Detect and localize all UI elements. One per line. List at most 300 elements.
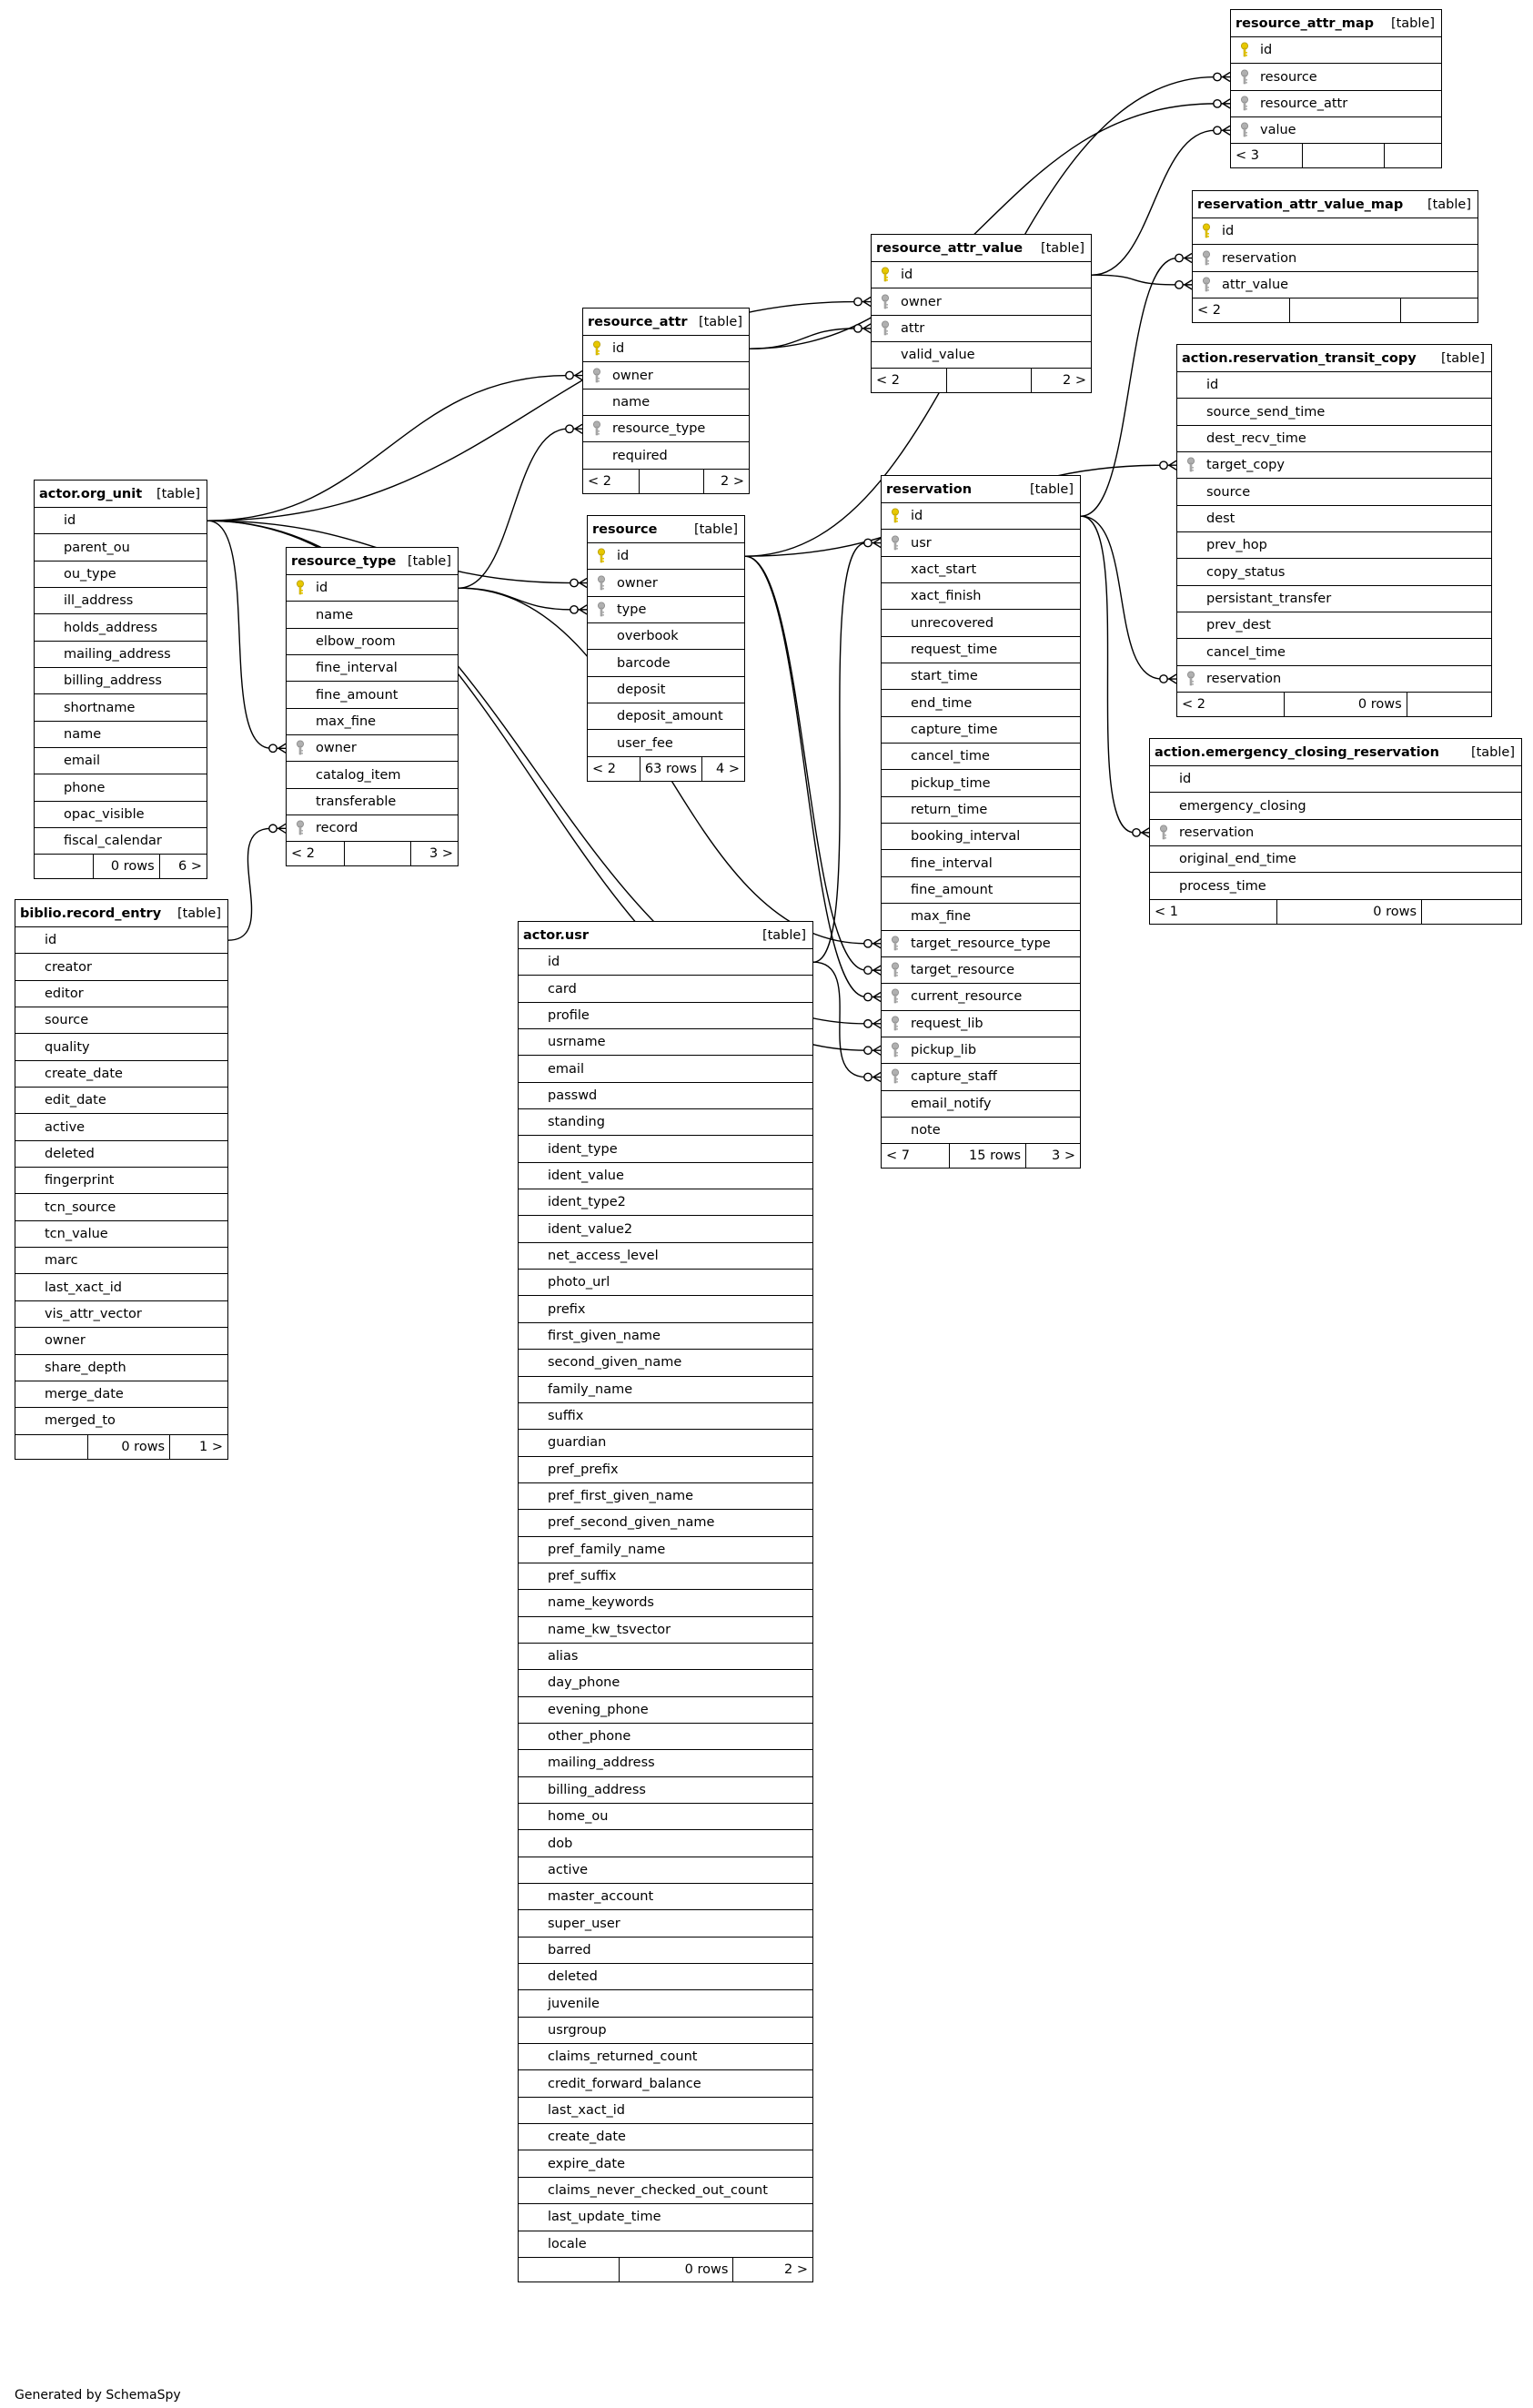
column-row[interactable] bbox=[1231, 37, 1441, 64]
column-row[interactable] bbox=[519, 1296, 812, 1322]
children-count-link[interactable]: 3 > bbox=[429, 846, 453, 862]
table-resource[interactable] bbox=[587, 515, 745, 782]
column-name[interactable]: id bbox=[1206, 378, 1219, 393]
column-row[interactable] bbox=[15, 1355, 227, 1381]
table-header[interactable] bbox=[519, 922, 812, 949]
table-header[interactable] bbox=[588, 516, 744, 543]
column-row[interactable] bbox=[1231, 117, 1441, 144]
column-row[interactable] bbox=[15, 1034, 227, 1060]
column-row[interactable] bbox=[15, 1221, 227, 1248]
column-name[interactable]: ident_value2 bbox=[548, 1221, 633, 1237]
column-name[interactable]: passwd bbox=[548, 1088, 598, 1103]
table-name[interactable]: action.reservation_transit_copy bbox=[1182, 350, 1417, 366]
column-name[interactable]: photo_url bbox=[548, 1275, 610, 1290]
column-name[interactable]: unrecovered bbox=[911, 615, 994, 631]
column-row[interactable] bbox=[882, 1037, 1080, 1064]
column-row[interactable] bbox=[519, 1724, 812, 1750]
column-row[interactable] bbox=[1177, 559, 1491, 585]
column-row[interactable] bbox=[1177, 532, 1491, 559]
column-row[interactable] bbox=[287, 682, 458, 708]
column-row[interactable] bbox=[583, 390, 749, 416]
parents-count-link[interactable]: < 2 bbox=[872, 369, 947, 392]
column-row[interactable] bbox=[519, 1003, 812, 1029]
column-name[interactable]: source bbox=[1206, 484, 1251, 500]
table-header[interactable] bbox=[882, 476, 1080, 503]
column-row[interactable] bbox=[882, 1064, 1080, 1090]
table-resource-attr-value[interactable] bbox=[871, 234, 1092, 393]
column-row[interactable] bbox=[882, 1091, 1080, 1118]
column-row[interactable] bbox=[872, 342, 1091, 369]
column-name[interactable]: catalog_item bbox=[316, 767, 401, 783]
column-name[interactable]: xact_start bbox=[911, 562, 977, 577]
column-row[interactable] bbox=[882, 717, 1080, 744]
parents-count-link[interactable]: < 2 bbox=[1193, 298, 1290, 322]
column-name[interactable]: name_keywords bbox=[548, 1595, 654, 1611]
table-name[interactable]: actor.org_unit bbox=[39, 486, 143, 501]
column-name[interactable]: attr bbox=[901, 320, 925, 336]
column-name[interactable]: evening_phone bbox=[548, 1702, 649, 1717]
column-row[interactable] bbox=[15, 1168, 227, 1194]
column-row[interactable] bbox=[1177, 586, 1491, 612]
column-row[interactable] bbox=[882, 744, 1080, 770]
column-row[interactable] bbox=[1150, 793, 1521, 819]
column-name[interactable]: profile bbox=[548, 1007, 590, 1023]
column-name[interactable]: ou_type bbox=[64, 566, 116, 582]
column-row[interactable] bbox=[519, 1510, 812, 1536]
column-name[interactable]: juvenile bbox=[548, 1996, 600, 2011]
column-name[interactable]: other_phone bbox=[548, 1729, 631, 1745]
column-row[interactable] bbox=[882, 503, 1080, 530]
column-row[interactable] bbox=[1177, 399, 1491, 425]
column-row[interactable] bbox=[519, 1563, 812, 1590]
column-row[interactable] bbox=[519, 1697, 812, 1724]
column-name[interactable]: target_resource_type bbox=[911, 936, 1051, 951]
column-name[interactable]: fine_amount bbox=[911, 882, 993, 897]
column-name[interactable]: end_time bbox=[911, 695, 973, 711]
column-row[interactable] bbox=[519, 1457, 812, 1483]
column-row[interactable] bbox=[583, 362, 749, 389]
column-row[interactable] bbox=[882, 637, 1080, 663]
column-row[interactable] bbox=[519, 1243, 812, 1270]
column-name[interactable]: pref_prefix bbox=[548, 1462, 619, 1477]
column-row[interactable] bbox=[519, 1964, 812, 1990]
column-name[interactable]: email bbox=[548, 1061, 584, 1077]
column-row[interactable] bbox=[872, 262, 1091, 288]
column-row[interactable] bbox=[35, 774, 207, 801]
column-row[interactable] bbox=[15, 1007, 227, 1034]
column-name[interactable]: last_xact_id bbox=[45, 1280, 123, 1295]
column-name[interactable]: valid_value bbox=[901, 348, 975, 363]
column-name[interactable]: family_name bbox=[548, 1381, 633, 1397]
column-row[interactable] bbox=[882, 770, 1080, 796]
column-row[interactable] bbox=[882, 583, 1080, 610]
column-row[interactable] bbox=[287, 789, 458, 815]
column-row[interactable] bbox=[583, 336, 749, 362]
table-header[interactable] bbox=[583, 309, 749, 336]
column-row[interactable] bbox=[882, 610, 1080, 636]
column-name[interactable]: record bbox=[316, 821, 358, 836]
column-name[interactable]: reservation bbox=[1179, 825, 1255, 840]
column-row[interactable] bbox=[519, 1109, 812, 1136]
column-row[interactable] bbox=[588, 650, 744, 676]
column-name[interactable]: current_resource bbox=[911, 989, 1023, 1005]
column-name[interactable]: usrname bbox=[548, 1035, 606, 1050]
table-name[interactable]: resource_attr_value bbox=[876, 240, 1024, 256]
table-header[interactable] bbox=[287, 548, 458, 575]
column-name[interactable]: cancel_time bbox=[911, 749, 990, 764]
column-name[interactable]: fingerprint bbox=[45, 1173, 115, 1189]
column-name[interactable]: fine_amount bbox=[316, 687, 398, 703]
column-row[interactable] bbox=[519, 1537, 812, 1563]
column-name[interactable]: emergency_closing bbox=[1179, 798, 1306, 814]
table-actor-usr[interactable] bbox=[518, 921, 813, 2282]
column-row[interactable] bbox=[1177, 426, 1491, 452]
column-row[interactable] bbox=[35, 508, 207, 534]
column-name[interactable]: edit_date bbox=[45, 1093, 106, 1108]
column-row[interactable] bbox=[519, 1377, 812, 1403]
table-reservation[interactable] bbox=[881, 475, 1081, 1169]
column-row[interactable] bbox=[15, 954, 227, 980]
column-name[interactable]: guardian bbox=[548, 1435, 607, 1451]
column-row[interactable] bbox=[882, 931, 1080, 957]
column-name[interactable]: locale bbox=[548, 2236, 587, 2251]
column-name[interactable]: last_xact_id bbox=[548, 2102, 626, 2118]
column-row[interactable] bbox=[519, 1403, 812, 1430]
column-row[interactable] bbox=[1231, 64, 1441, 90]
column-name[interactable]: copy_status bbox=[1206, 564, 1286, 580]
column-name[interactable]: request_time bbox=[911, 642, 998, 657]
column-name[interactable]: reservation bbox=[1206, 671, 1282, 686]
column-name[interactable]: target_resource bbox=[911, 963, 1015, 978]
column-name[interactable]: value bbox=[1260, 123, 1296, 138]
column-name[interactable]: active bbox=[45, 1119, 86, 1135]
table-header[interactable] bbox=[1193, 191, 1478, 218]
column-row[interactable] bbox=[872, 316, 1091, 342]
column-name[interactable]: type bbox=[617, 602, 647, 617]
column-name[interactable]: tcn_value bbox=[45, 1226, 108, 1241]
table-resource-attr[interactable] bbox=[582, 308, 750, 494]
column-name[interactable]: deposit bbox=[617, 682, 666, 697]
column-name[interactable]: resource_type bbox=[612, 421, 706, 437]
column-row[interactable] bbox=[882, 904, 1080, 930]
table-reservation-attr-value-map[interactable] bbox=[1192, 190, 1478, 323]
children-count-link[interactable]: 2 > bbox=[1063, 373, 1086, 389]
column-name[interactable]: booking_interval bbox=[911, 829, 1021, 845]
parents-count-link[interactable]: < 2 bbox=[588, 757, 640, 781]
column-row[interactable] bbox=[35, 614, 207, 641]
column-row[interactable] bbox=[519, 1163, 812, 1189]
column-name[interactable]: attr_value bbox=[1222, 277, 1289, 292]
column-name[interactable]: billing_address bbox=[548, 1782, 646, 1797]
children-count-link[interactable]: 2 > bbox=[784, 2261, 808, 2277]
column-name[interactable]: transferable bbox=[316, 794, 397, 809]
column-name[interactable]: owner bbox=[901, 294, 942, 309]
column-name[interactable]: id bbox=[1222, 224, 1235, 239]
column-name[interactable]: pickup_lib bbox=[911, 1043, 977, 1058]
column-name[interactable]: mailing_address bbox=[548, 1755, 655, 1771]
table-header[interactable] bbox=[1231, 10, 1441, 37]
table-action-emergency-closing-reservation[interactable] bbox=[1149, 738, 1522, 925]
column-name[interactable]: id bbox=[45, 933, 57, 948]
column-name[interactable]: first_given_name bbox=[548, 1328, 661, 1343]
parents-count-link[interactable]: < 1 bbox=[1150, 900, 1277, 924]
column-row[interactable] bbox=[519, 1910, 812, 1937]
column-name[interactable]: return_time bbox=[911, 802, 988, 817]
column-name[interactable]: editor bbox=[45, 986, 84, 1001]
column-name[interactable]: source_send_time bbox=[1206, 404, 1326, 420]
column-row[interactable] bbox=[519, 2178, 812, 2204]
column-name[interactable]: shortname bbox=[64, 700, 136, 715]
column-row[interactable] bbox=[882, 1011, 1080, 1037]
column-row[interactable] bbox=[287, 762, 458, 788]
table-resource-type[interactable] bbox=[286, 547, 459, 866]
parents-count-link[interactable] bbox=[519, 2258, 620, 2282]
column-row[interactable] bbox=[35, 562, 207, 588]
column-row[interactable] bbox=[519, 1884, 812, 1910]
table-name[interactable]: biblio.record_entry bbox=[20, 906, 162, 921]
column-name[interactable]: reservation bbox=[1222, 250, 1297, 266]
column-row[interactable] bbox=[287, 629, 458, 655]
column-name[interactable]: prev_hop bbox=[1206, 538, 1267, 553]
column-name[interactable]: master_account bbox=[548, 1889, 654, 1905]
column-row[interactable] bbox=[519, 2070, 812, 2097]
column-row[interactable] bbox=[882, 690, 1080, 716]
children-count-link[interactable] bbox=[1422, 900, 1521, 924]
column-name[interactable]: email bbox=[64, 754, 100, 769]
table-header[interactable] bbox=[35, 481, 207, 508]
parents-count-link[interactable]: < 2 bbox=[287, 842, 345, 865]
column-name[interactable]: alias bbox=[548, 1649, 579, 1664]
column-row[interactable] bbox=[588, 677, 744, 703]
parents-count-link[interactable]: < 2 bbox=[583, 470, 640, 493]
column-name[interactable]: resource bbox=[1260, 69, 1317, 85]
column-name[interactable]: original_end_time bbox=[1179, 852, 1296, 867]
column-row[interactable] bbox=[35, 748, 207, 774]
column-row[interactable] bbox=[15, 1061, 227, 1088]
column-name[interactable]: required bbox=[612, 448, 668, 463]
table-action-reservation-transit-copy[interactable] bbox=[1176, 344, 1492, 717]
column-row[interactable] bbox=[35, 668, 207, 694]
column-row[interactable] bbox=[1231, 91, 1441, 117]
column-name[interactable]: card bbox=[548, 981, 577, 997]
parents-count-link[interactable] bbox=[15, 1435, 88, 1459]
column-name[interactable]: dest_recv_time bbox=[1206, 430, 1306, 446]
column-name[interactable]: create_date bbox=[45, 1066, 123, 1081]
parents-count-link[interactable] bbox=[35, 855, 94, 878]
column-row[interactable] bbox=[519, 1617, 812, 1644]
parents-count-link[interactable]: < 7 bbox=[882, 1144, 950, 1168]
column-name[interactable]: usr bbox=[911, 535, 932, 551]
column-row[interactable] bbox=[583, 442, 749, 469]
column-name[interactable]: standing bbox=[548, 1115, 605, 1130]
column-row[interactable] bbox=[35, 534, 207, 561]
column-row[interactable] bbox=[588, 623, 744, 650]
column-name[interactable]: create_date bbox=[548, 2130, 626, 2145]
column-row[interactable] bbox=[882, 984, 1080, 1010]
column-name[interactable]: xact_finish bbox=[911, 589, 982, 604]
column-row[interactable] bbox=[1177, 452, 1491, 479]
column-row[interactable] bbox=[35, 802, 207, 828]
column-name[interactable]: prefix bbox=[548, 1301, 586, 1317]
column-name[interactable]: target_copy bbox=[1206, 458, 1285, 473]
column-row[interactable] bbox=[1193, 218, 1478, 245]
column-row[interactable] bbox=[588, 570, 744, 596]
column-name[interactable]: suffix bbox=[548, 1409, 584, 1424]
column-row[interactable] bbox=[519, 976, 812, 1002]
column-row[interactable] bbox=[1193, 245, 1478, 271]
column-row[interactable] bbox=[15, 1328, 227, 1354]
column-name[interactable]: merge_date bbox=[45, 1387, 124, 1402]
column-name[interactable]: barred bbox=[548, 1942, 591, 1958]
column-row[interactable] bbox=[1177, 666, 1491, 693]
column-name[interactable]: pickup_time bbox=[911, 775, 991, 791]
children-count-link[interactable]: 6 > bbox=[178, 859, 202, 875]
children-count-link[interactable]: 4 > bbox=[716, 761, 740, 776]
column-row[interactable] bbox=[519, 1350, 812, 1376]
column-row[interactable] bbox=[519, 949, 812, 976]
column-row[interactable] bbox=[588, 597, 744, 623]
column-row[interactable] bbox=[519, 1750, 812, 1776]
table-name[interactable]: resource bbox=[592, 521, 658, 537]
column-name[interactable]: pref_second_given_name bbox=[548, 1515, 715, 1531]
column-name[interactable]: last_update_time bbox=[548, 2210, 661, 2225]
column-row[interactable] bbox=[519, 1670, 812, 1696]
column-name[interactable]: max_fine bbox=[316, 713, 377, 729]
table-name[interactable]: resource_type bbox=[291, 553, 397, 569]
table-name[interactable]: resource_attr_map bbox=[1235, 15, 1375, 31]
column-row[interactable] bbox=[15, 927, 227, 954]
column-name[interactable]: deleted bbox=[45, 1146, 95, 1161]
column-row[interactable] bbox=[15, 1381, 227, 1408]
column-row[interactable] bbox=[882, 1118, 1080, 1144]
column-name[interactable]: name bbox=[64, 726, 102, 742]
column-name[interactable]: id bbox=[64, 513, 76, 529]
column-row[interactable] bbox=[519, 1430, 812, 1456]
column-row[interactable] bbox=[519, 2124, 812, 2150]
table-name[interactable]: reservation_attr_value_map bbox=[1197, 197, 1404, 212]
column-name[interactable]: process_time bbox=[1179, 878, 1266, 894]
column-row[interactable] bbox=[588, 703, 744, 730]
column-row[interactable] bbox=[1150, 873, 1521, 899]
column-name[interactable]: mailing_address bbox=[64, 646, 171, 662]
column-name[interactable]: cancel_time bbox=[1206, 644, 1286, 660]
children-count-link[interactable]: 1 > bbox=[199, 1439, 223, 1454]
column-row[interactable] bbox=[1150, 820, 1521, 846]
column-name[interactable]: id bbox=[1260, 43, 1273, 58]
column-row[interactable] bbox=[1177, 372, 1491, 399]
column-name[interactable]: expire_date bbox=[548, 2156, 625, 2171]
children-count-link[interactable]: 2 > bbox=[721, 473, 744, 489]
table-header[interactable] bbox=[1150, 739, 1521, 766]
column-row[interactable] bbox=[519, 1644, 812, 1670]
column-row[interactable] bbox=[519, 2044, 812, 2070]
column-name[interactable]: id bbox=[1179, 772, 1192, 787]
column-name[interactable]: billing_address bbox=[64, 673, 162, 689]
column-name[interactable]: barcode bbox=[617, 655, 671, 671]
column-row[interactable] bbox=[35, 588, 207, 614]
column-row[interactable] bbox=[519, 1056, 812, 1082]
column-name[interactable]: elbow_room bbox=[316, 633, 396, 649]
column-name[interactable]: owner bbox=[45, 1333, 86, 1349]
column-name[interactable]: prev_dest bbox=[1206, 618, 1271, 633]
column-name[interactable]: ident_type bbox=[548, 1141, 618, 1157]
column-name[interactable]: name_kw_tsvector bbox=[548, 1622, 671, 1637]
column-row[interactable] bbox=[872, 288, 1091, 315]
column-row[interactable] bbox=[1193, 272, 1478, 298]
column-name[interactable]: dest bbox=[1206, 511, 1235, 526]
column-name[interactable]: owner bbox=[316, 741, 357, 756]
column-name[interactable]: id bbox=[612, 341, 625, 357]
column-row[interactable] bbox=[35, 694, 207, 721]
column-name[interactable]: opac_visible bbox=[64, 806, 145, 822]
column-name[interactable]: capture_staff bbox=[911, 1069, 997, 1085]
column-row[interactable] bbox=[882, 850, 1080, 876]
column-name[interactable]: id bbox=[548, 955, 560, 970]
column-row[interactable] bbox=[287, 655, 458, 682]
table-header[interactable] bbox=[872, 235, 1091, 262]
column-name[interactable]: fiscal_calendar bbox=[64, 834, 162, 849]
column-row[interactable] bbox=[15, 1408, 227, 1434]
column-row[interactable] bbox=[287, 815, 458, 842]
column-row[interactable] bbox=[519, 1029, 812, 1056]
column-name[interactable]: owner bbox=[617, 575, 658, 591]
parents-count-link[interactable]: < 2 bbox=[1177, 693, 1285, 716]
column-name[interactable]: name bbox=[316, 607, 354, 622]
table-resource-attr-map[interactable] bbox=[1230, 9, 1442, 168]
column-row[interactable] bbox=[882, 824, 1080, 850]
column-name[interactable]: ill_address bbox=[64, 593, 134, 609]
column-row[interactable] bbox=[35, 828, 207, 855]
column-row[interactable] bbox=[1150, 766, 1521, 793]
column-name[interactable]: id bbox=[617, 549, 630, 564]
column-name[interactable]: merged_to bbox=[45, 1413, 116, 1429]
column-row[interactable] bbox=[519, 1136, 812, 1162]
table-biblio-record-entry[interactable] bbox=[15, 899, 228, 1460]
column-row[interactable] bbox=[519, 1938, 812, 1964]
column-row[interactable] bbox=[287, 709, 458, 735]
column-name[interactable]: marc bbox=[45, 1253, 78, 1269]
column-name[interactable]: id bbox=[316, 581, 328, 596]
column-name[interactable]: holds_address bbox=[64, 620, 158, 635]
column-row[interactable] bbox=[1177, 479, 1491, 505]
table-name[interactable]: reservation bbox=[886, 481, 973, 497]
table-actor-org-unit[interactable] bbox=[34, 480, 207, 879]
column-name[interactable]: id bbox=[911, 509, 923, 524]
column-row[interactable] bbox=[882, 557, 1080, 583]
column-name[interactable]: vis_attr_vector bbox=[45, 1306, 142, 1321]
column-row[interactable] bbox=[287, 602, 458, 628]
children-count-link[interactable] bbox=[1401, 298, 1478, 322]
column-name[interactable]: capture_time bbox=[911, 722, 998, 737]
column-row[interactable] bbox=[15, 1248, 227, 1274]
children-count-link[interactable]: 3 > bbox=[1052, 1148, 1075, 1164]
column-name[interactable]: net_access_level bbox=[548, 1248, 659, 1263]
column-name[interactable]: pref_suffix bbox=[548, 1569, 617, 1584]
column-row[interactable] bbox=[519, 1270, 812, 1296]
column-name[interactable]: ident_value bbox=[548, 1168, 624, 1183]
column-row[interactable] bbox=[519, 2204, 812, 2231]
column-row[interactable] bbox=[519, 2231, 812, 2258]
column-name[interactable]: owner bbox=[612, 368, 653, 383]
column-row[interactable] bbox=[519, 1083, 812, 1109]
column-name[interactable]: day_phone bbox=[548, 1675, 620, 1691]
column-name[interactable]: email_notify bbox=[911, 1096, 992, 1111]
column-row[interactable] bbox=[519, 1189, 812, 1216]
column-row[interactable] bbox=[519, 1483, 812, 1510]
table-name[interactable]: action.emergency_closing_reservation bbox=[1155, 744, 1439, 760]
column-name[interactable]: dob bbox=[548, 1836, 573, 1851]
column-row[interactable] bbox=[15, 1194, 227, 1220]
